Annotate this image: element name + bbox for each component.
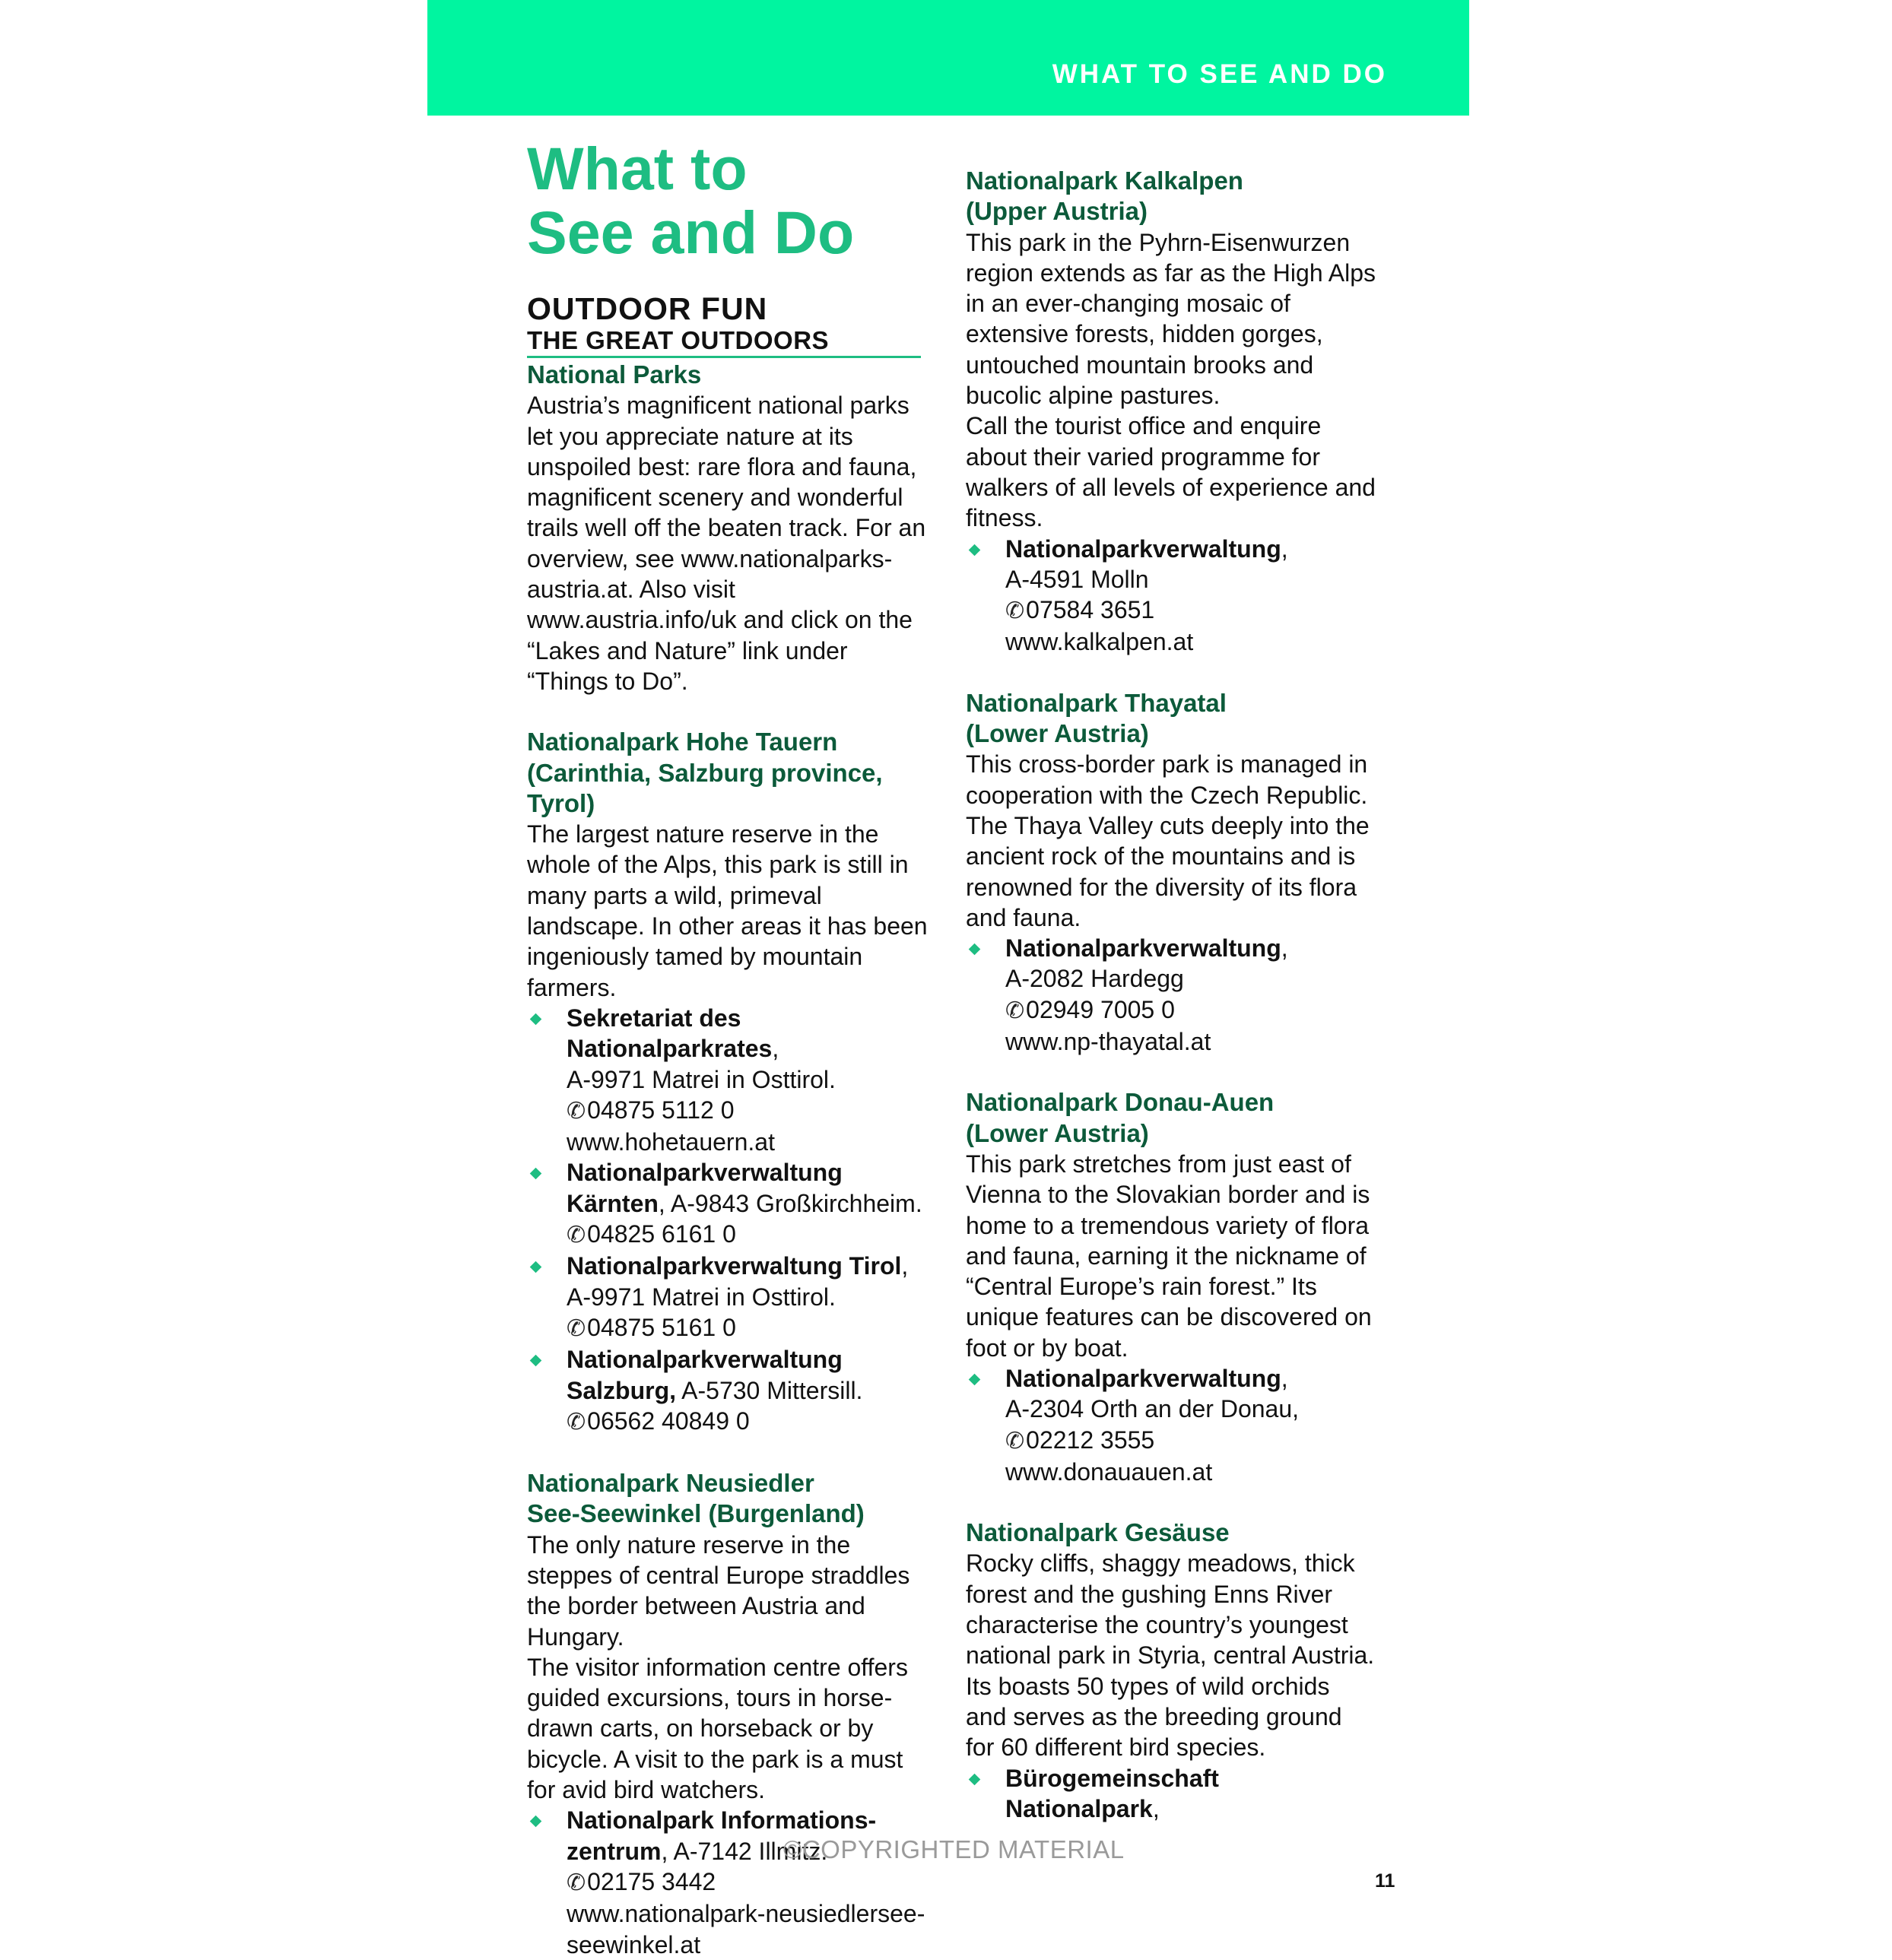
contact-item [527, 1003, 934, 1157]
contact-address: A-9971 Matrei in Osttirol. [567, 1283, 836, 1311]
contact-address: A-4591 Molln [1005, 565, 1149, 593]
contact-address: A-9971 Matrei in Osttirol. [567, 1065, 836, 1093]
intro-text: Austria’s magnificent national parks let you appreciate nature at its unspoiled best: rare flora and fauna, magnificent scenery and wonderful trails well off the beaten track. For an overview, see www.nationalparks-austria.at. Also visit www.austria.info/uk and click on the “Lakes and Nature” link under “Things to Do”. [527, 392, 926, 695]
page-title-line-2: See and Do [527, 198, 855, 266]
phone-icon: ✆ [567, 1315, 586, 1341]
thayatal-title-line-1: Nationalpark Thayatal [966, 688, 1227, 717]
donau-auen-title-line-1: Nationalpark Donau-Auen [966, 1088, 1275, 1117]
copyright-notice: ©COPYRIGHTED MATERIAL [783, 1835, 1125, 1863]
thayatal-title [966, 688, 1376, 750]
kalkalpen-title-line-2: (Upper Austria) [966, 197, 1148, 226]
phone-number: 07584 3651 [1026, 596, 1155, 624]
bullet-diamond-icon [530, 1816, 542, 1828]
gesaeuse-text: Rocky cliffs, shaggy meadows, thick forest and the gushing Enns River characterise the country’s youngest national park in Styria, central Austria. Its boasts 50 types of wild orchids and serves as the breeding ground for 60 different bird species. [966, 1549, 1375, 1762]
contact-phone [567, 1312, 934, 1344]
contact-name: Nationalparkverwaltung [1005, 1364, 1281, 1392]
contact-item [527, 1344, 934, 1438]
contact-name: Nationalparkverwaltung [1005, 534, 1281, 563]
contact-name: Sekretariat des Nationalparkrates [567, 1004, 773, 1063]
contact-separator: , [1281, 934, 1288, 963]
section-heading: OUTDOOR FUN [527, 291, 768, 326]
phone-icon: ✆ [567, 1409, 586, 1435]
bullet-diamond-icon [530, 1013, 542, 1026]
phone-icon: ✆ [567, 1223, 586, 1248]
donau-auen-title [966, 1087, 1376, 1149]
phone-number: 02949 7005 0 [1026, 995, 1175, 1023]
header-band [427, 0, 1469, 116]
phone-icon: ✆ [567, 1870, 586, 1895]
contact-item [527, 1157, 934, 1251]
thayatal-contacts [966, 933, 1376, 1057]
phone-number: 02175 3442 [587, 1867, 716, 1895]
kalkalpen-title-line-1: Nationalpark Kalkalpen [966, 167, 1243, 195]
kalkalpen-text-1: This park in the Pyhrn-Eisenwurzen region extends as far as the High Alps in an ever-changing mosaic of extensive forests, hidden gorges, untouched mountain brooks and bucolic alpine pastures. [966, 228, 1376, 410]
neusiedler-text-2: The visitor information centre offers guided excursions, tours in horse-drawn carts, on horseback or by bicycle. A visit to the park is a must for avid bird watchers. [527, 1653, 908, 1804]
contact-separator: , [1152, 1794, 1160, 1822]
hohe-tauern-title-line-1: Nationalpark Hohe Tauern [527, 728, 838, 756]
contact-phone [567, 1219, 934, 1251]
bullet-diamond-icon [969, 1374, 981, 1386]
contact-item [966, 1363, 1376, 1487]
contact-separator: , [661, 1837, 668, 1865]
kalkalpen-title [966, 166, 1376, 227]
thayatal-title-line-2: (Lower Austria) [966, 719, 1149, 748]
hohe-tauern-title [527, 727, 934, 819]
phone-icon: ✆ [1005, 598, 1025, 624]
contact-name: Nationalpark Informations-zentrum [567, 1806, 877, 1865]
hohe-tauern-title-line-2: (Carinthia, Salzburg province, Tyrol) [527, 758, 883, 817]
contact-phone [1005, 994, 1376, 1026]
thayatal-text: This cross-border park is managed in cooperation with the Czech Republic. The Thaya Valley cuts deeply into the ancient rock of the mountains and is renowned for the diversity of its flora and fauna. [966, 750, 1370, 931]
gesaeuse-title: Nationalpark Gesäuse [966, 1518, 1230, 1547]
kalkalpen-text-2: Call the tourist office and enquire about their varied programme for walkers of all levels of experience and fitness. [966, 412, 1376, 532]
bullet-diamond-icon [530, 1355, 542, 1367]
page-number: 11 [1375, 1870, 1395, 1892]
neusiedler-contacts [527, 1805, 934, 1959]
page-title [527, 137, 934, 265]
bullet-diamond-icon [530, 1261, 542, 1273]
donau-auen-title-line-2: (Lower Austria) [966, 1118, 1149, 1147]
contact-address: A-7142 Illmitz. [668, 1837, 828, 1865]
phone-icon: ✆ [1005, 997, 1025, 1023]
contact-website[interactable]: www.hohetauern.at [567, 1128, 775, 1156]
contact-separator: , [772, 1035, 779, 1063]
contact-website[interactable]: www.nationalpark-neusiedlersee-seewinkel.at [567, 1900, 925, 1958]
contact-name: Nationalparkverwaltung Tirol [567, 1252, 902, 1280]
contact-website[interactable]: www.kalkalpen.at [1005, 628, 1194, 656]
contact-separator: , [658, 1189, 665, 1217]
contact-separator: , [1281, 1364, 1288, 1392]
contact-phone [567, 1866, 934, 1898]
phone-icon: ✆ [1005, 1428, 1025, 1454]
contact-name: Nationalparkverwaltung [1005, 934, 1281, 963]
contact-phone [567, 1406, 934, 1438]
contact-name: Nationalparkverwaltung Salzburg [567, 1346, 843, 1404]
section-subheading: THE GREAT OUTDOORS [527, 325, 921, 358]
kalkalpen-contacts [966, 534, 1376, 658]
contact-name-line-1: Bürogemeinschaft [1005, 1764, 1219, 1792]
left-column [527, 137, 934, 1960]
intro-title: National Parks [527, 360, 702, 389]
gesaeuse-contacts [966, 1763, 1376, 1825]
running-head: WHAT TO SEE AND DO [1052, 59, 1387, 89]
neusiedler-title-line-1: Nationalpark Neusiedler [527, 1469, 814, 1498]
contact-address: A-9843 Großkirchheim. [665, 1189, 922, 1217]
donau-auen-contacts [966, 1363, 1376, 1487]
contact-address: A-2082 Hardegg [1005, 965, 1184, 993]
contact-phone [567, 1095, 934, 1127]
contact-website[interactable]: www.np-thayatal.at [1005, 1028, 1211, 1056]
contact-item [966, 534, 1376, 658]
phone-number: 04875 5161 0 [587, 1313, 736, 1341]
bullet-diamond-icon [969, 544, 981, 556]
phone-icon: ✆ [567, 1098, 586, 1124]
page-title-line-1: What to [527, 135, 748, 202]
contact-item [527, 1805, 934, 1959]
neusiedler-title-line-2: See-Seewinkel (Burgenland) [527, 1499, 865, 1528]
phone-number: 04825 6161 0 [587, 1220, 736, 1248]
hohe-tauern-contacts [527, 1003, 934, 1438]
phone-number: 04875 5112 0 [587, 1096, 735, 1124]
contact-phone [1005, 1425, 1376, 1457]
contact-name: Nationalparkverwaltung Kärnten [567, 1159, 843, 1217]
bullet-diamond-icon [969, 1773, 981, 1785]
contact-website[interactable]: www.donauauen.at [1005, 1457, 1213, 1486]
bullet-diamond-icon [969, 944, 981, 956]
neusiedler-title [527, 1468, 934, 1530]
contact-item [966, 1763, 1376, 1825]
hohe-tauern-text: The largest nature reserve in the whole of the Alps, this park is still in many parts a wild, primeval landscape. In other areas it has been ingeniously tamed by mountain farmers. [527, 820, 928, 1001]
contact-phone [1005, 595, 1376, 626]
contact-name-line-2: Nationalpark [1005, 1794, 1153, 1822]
neusiedler-text-1: The only nature reserve in the steppes of central Europe straddles the border between Austria and Hungary. [527, 1530, 910, 1651]
phone-number: 02212 3555 [1026, 1426, 1155, 1454]
contact-item [527, 1251, 934, 1344]
contact-separator: , [901, 1252, 909, 1280]
bullet-diamond-icon [530, 1168, 542, 1180]
donau-auen-text: This park stretches from just east of Vienna to the Slovakian border and is home to a tremendous variety of flora and fauna, earning it the nickname of “Central Europe’s rain forest.” Its unique features can be discovered on foot or by boat. [966, 1150, 1372, 1362]
phone-number: 06562 40849 0 [587, 1407, 750, 1435]
contact-separator: , [1281, 534, 1288, 563]
right-column [966, 137, 1376, 1824]
contact-address: A-5730 Mittersill. [676, 1376, 863, 1404]
contact-separator: , [669, 1376, 677, 1404]
contact-address: A-2304 Orth an der Donau, [1005, 1395, 1300, 1423]
contact-item [966, 933, 1376, 1057]
